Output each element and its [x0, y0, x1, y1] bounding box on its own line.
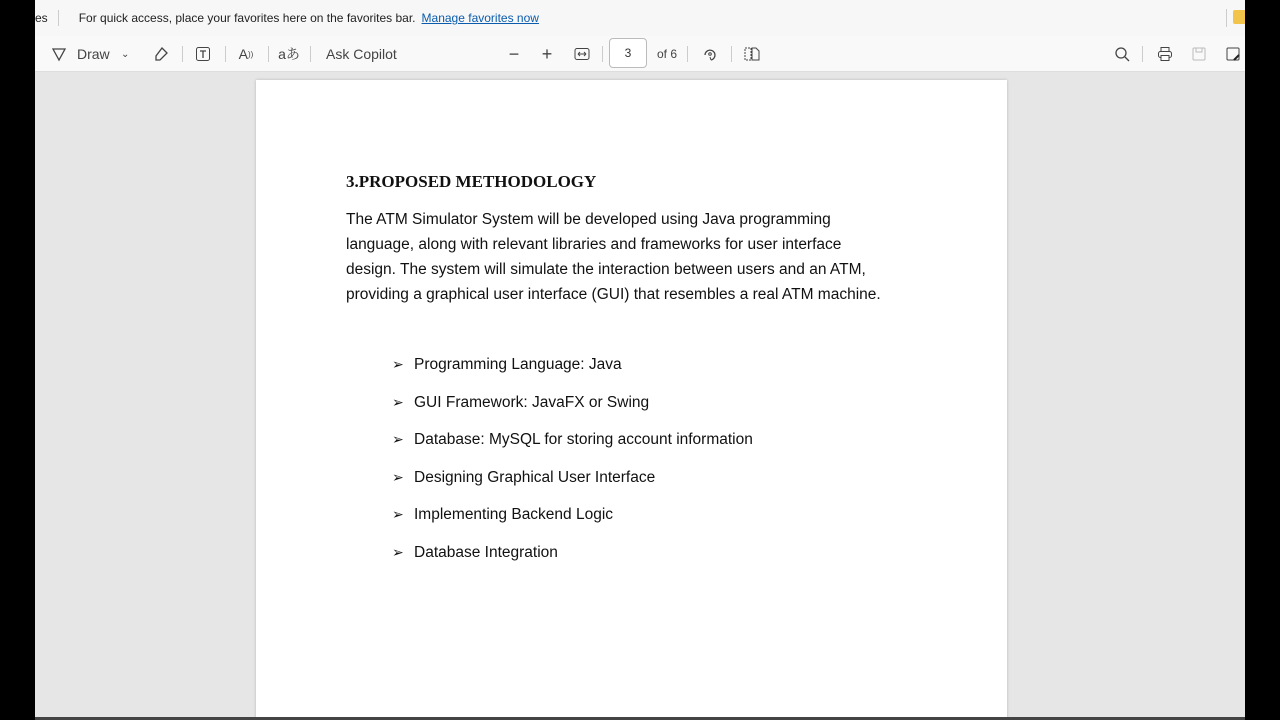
list-item [392, 544, 753, 582]
bullet-list [392, 356, 753, 581]
divider [225, 46, 226, 62]
rotate-icon[interactable] [700, 36, 720, 72]
arrow-bullet-icon: ➢ [392, 393, 404, 410]
save-icon[interactable] [1189, 36, 1209, 72]
list-item-text: Programming Language: Java [414, 356, 622, 373]
list-item [392, 431, 753, 469]
draw-icon[interactable] [49, 36, 69, 72]
divider [1142, 46, 1143, 62]
manage-favorites-link[interactable]: Manage favorites now [421, 11, 539, 25]
eraser-icon[interactable] [151, 36, 171, 72]
save-as-icon[interactable] [1223, 36, 1243, 72]
list-item-text: Database: MySQL for storing account information [414, 431, 753, 448]
page-view-icon[interactable] [742, 36, 762, 72]
list-item-text: Implementing Backend Logic [414, 506, 614, 523]
list-item-text: Designing Graphical User Interface [414, 468, 656, 486]
arrow-bullet-icon: ➢ [392, 543, 404, 560]
draw-button[interactable]: Draw [77, 46, 110, 62]
favorites-truncated-label[interactable]: es [35, 10, 59, 26]
divider [687, 46, 688, 62]
zoom-in-icon[interactable]: + [541, 43, 553, 64]
pdf-viewer [35, 0, 1245, 720]
text-box-icon[interactable] [193, 36, 213, 72]
divider [602, 46, 603, 62]
paragraph [346, 207, 926, 307]
paragraph-line: providing a graphical user interface (GUI) that resembles a real ATM machine. [346, 286, 881, 303]
section-heading: 3.PROPOSED METHODOLOGY [346, 172, 597, 191]
divider [731, 46, 732, 62]
search-icon[interactable] [1112, 36, 1132, 72]
page-number-input[interactable]: 3 [609, 38, 647, 68]
list-item-text: Database Integration [414, 543, 558, 561]
list-item [392, 394, 753, 432]
folder-icon[interactable] [1233, 10, 1245, 24]
chevron-down-icon[interactable]: ⌄ [121, 48, 130, 60]
zoom-out-icon[interactable]: − [508, 43, 520, 64]
arrow-bullet-icon: ➢ [392, 506, 404, 522]
paragraph-line: language, along with relevant libraries and frameworks for user interface [346, 236, 842, 253]
arrow-bullet-icon: ➢ [392, 356, 404, 372]
list-item [392, 506, 753, 544]
favorites-bar [35, 0, 1245, 36]
arrow-bullet-icon: ➢ [392, 468, 404, 485]
list-item [392, 356, 753, 394]
paragraph-line: The ATM Simulator System will be developed using Java programming [346, 211, 831, 228]
divider [182, 46, 183, 62]
arrow-bullet-icon: ➢ [392, 431, 404, 447]
ask-copilot-button[interactable]: Ask Copilot [326, 46, 397, 62]
list-item [392, 469, 753, 507]
list-item-text: GUI Framework: JavaFX or Swing [414, 393, 650, 411]
pdf-page [256, 80, 1007, 720]
read-aloud-icon[interactable]: A )) [238, 46, 254, 62]
favorites-message: For quick access, place your favorites here on the favorites bar. [78, 11, 416, 25]
divider [310, 46, 311, 62]
divider [268, 46, 269, 62]
translate-icon[interactable]: aあ [278, 46, 300, 62]
fit-width-icon[interactable] [572, 36, 592, 72]
divider [1226, 9, 1227, 27]
print-icon[interactable] [1155, 36, 1175, 72]
paragraph-line: design. The system will simulate the interaction between users and an ATM, [346, 261, 866, 278]
page-total: of 6 [657, 47, 678, 61]
